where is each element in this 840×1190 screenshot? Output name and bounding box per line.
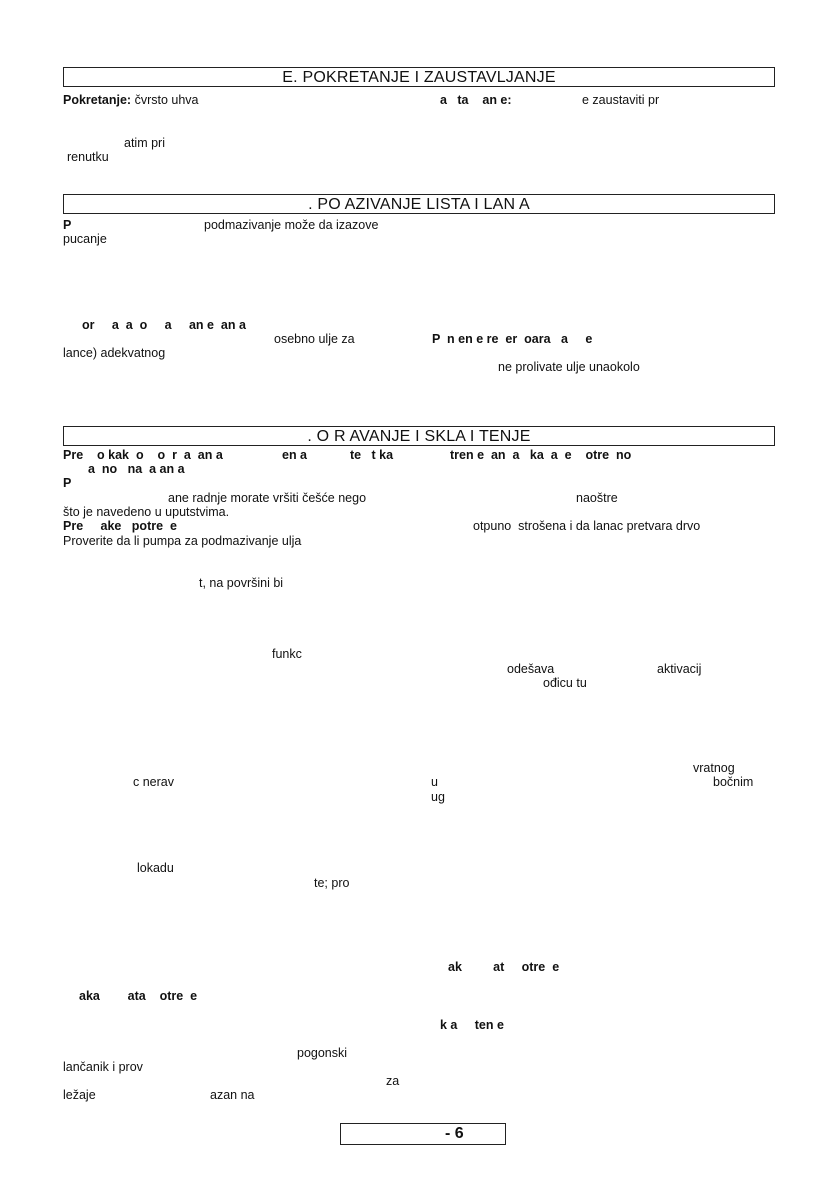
text-fragment: ane radnje morate vršiti češće nego: [168, 491, 367, 505]
text-fragment: renutku: [67, 150, 109, 164]
text-fragment: en a: [282, 448, 308, 462]
text-fragment: P: [63, 218, 72, 232]
text-fragment: lance) adekvatnog: [63, 346, 166, 360]
text-fragment: u: [431, 775, 438, 789]
subheading-fragment: k a ten e: [440, 1018, 504, 1032]
text-fragment: P: [63, 476, 72, 490]
text-fragment: podmazivanje može da izazove: [204, 218, 379, 232]
page-number: - 6: [445, 1125, 464, 1142]
text-fragment: aktivacij: [657, 662, 702, 676]
text-fragment: te; pro: [314, 876, 350, 890]
text-fragment: ug: [431, 790, 445, 804]
text-fragment: a no na a an a: [88, 462, 185, 476]
text-fragment: što je navedeno u uputstvima.: [63, 505, 230, 519]
section-heading-lubrication: [63, 194, 775, 214]
section-heading-maintenance: [63, 426, 775, 446]
paragraph-starting: [63, 93, 198, 107]
subheading-fragment: ak at otre e: [448, 960, 560, 974]
text-fragment: c nerav: [133, 775, 174, 789]
text-fragment: pucanje: [63, 232, 107, 246]
text-fragment: te t ka: [350, 448, 394, 462]
text-fragment: lokadu: [137, 861, 174, 875]
text-fragment: naoštre: [576, 491, 618, 505]
page-number-box: [340, 1123, 506, 1145]
text-fragment: lančanik i prov: [63, 1060, 143, 1074]
text-fragment: vratnog: [693, 761, 735, 775]
section-heading-text: E. POKRETANJE I ZAUSTAVLJANJE: [282, 69, 556, 86]
section-heading-text: . PO AZIVANJE LISTA I LAN A: [308, 196, 530, 213]
text-fragment: čvrsto uhva: [131, 93, 199, 107]
subheading-fragment: or a a o a an e an a: [82, 318, 246, 332]
text-fragment: ođicu tu: [543, 676, 587, 690]
text-fragment: osebno ulje za: [274, 332, 355, 346]
subheading-fragment: aka ata otre e: [79, 989, 198, 1003]
label-stopping: a ta an e:: [440, 93, 512, 107]
text-fragment: tren e an a ka a e otre no: [450, 448, 632, 462]
text-fragment: Pre o kak o o r a an a: [63, 448, 223, 462]
text-fragment: otpuno strošena i da lanac pretvara drvo: [473, 519, 701, 533]
section-heading-text: . O R AVANJE I SKLA I TENJE: [307, 428, 531, 445]
text-fragment: Proverite da li pumpa za podmazivanje ulja: [63, 534, 302, 548]
section-heading-starting-stopping: [63, 67, 775, 87]
text-fragment: e zaustaviti pr: [582, 93, 660, 107]
text-fragment: pogonski: [297, 1046, 348, 1060]
text-fragment: funkc: [272, 647, 302, 661]
text-fragment: bočnim: [713, 775, 754, 789]
text-fragment: atim pri: [124, 136, 165, 150]
text-fragment: ležaje: [63, 1088, 96, 1102]
label-starting: Pokretanje:: [63, 93, 132, 107]
text-fragment: ne prolivate ulje unaokolo: [498, 360, 640, 374]
text-fragment: odešava: [507, 662, 555, 676]
text-fragment: t, na površini bi: [199, 576, 284, 590]
text-fragment: Pre ake potre e: [63, 519, 177, 533]
text-fragment: za: [386, 1074, 400, 1088]
text-fragment: P n en e re er oara a e: [432, 332, 593, 346]
text-fragment: azan na: [210, 1088, 255, 1102]
